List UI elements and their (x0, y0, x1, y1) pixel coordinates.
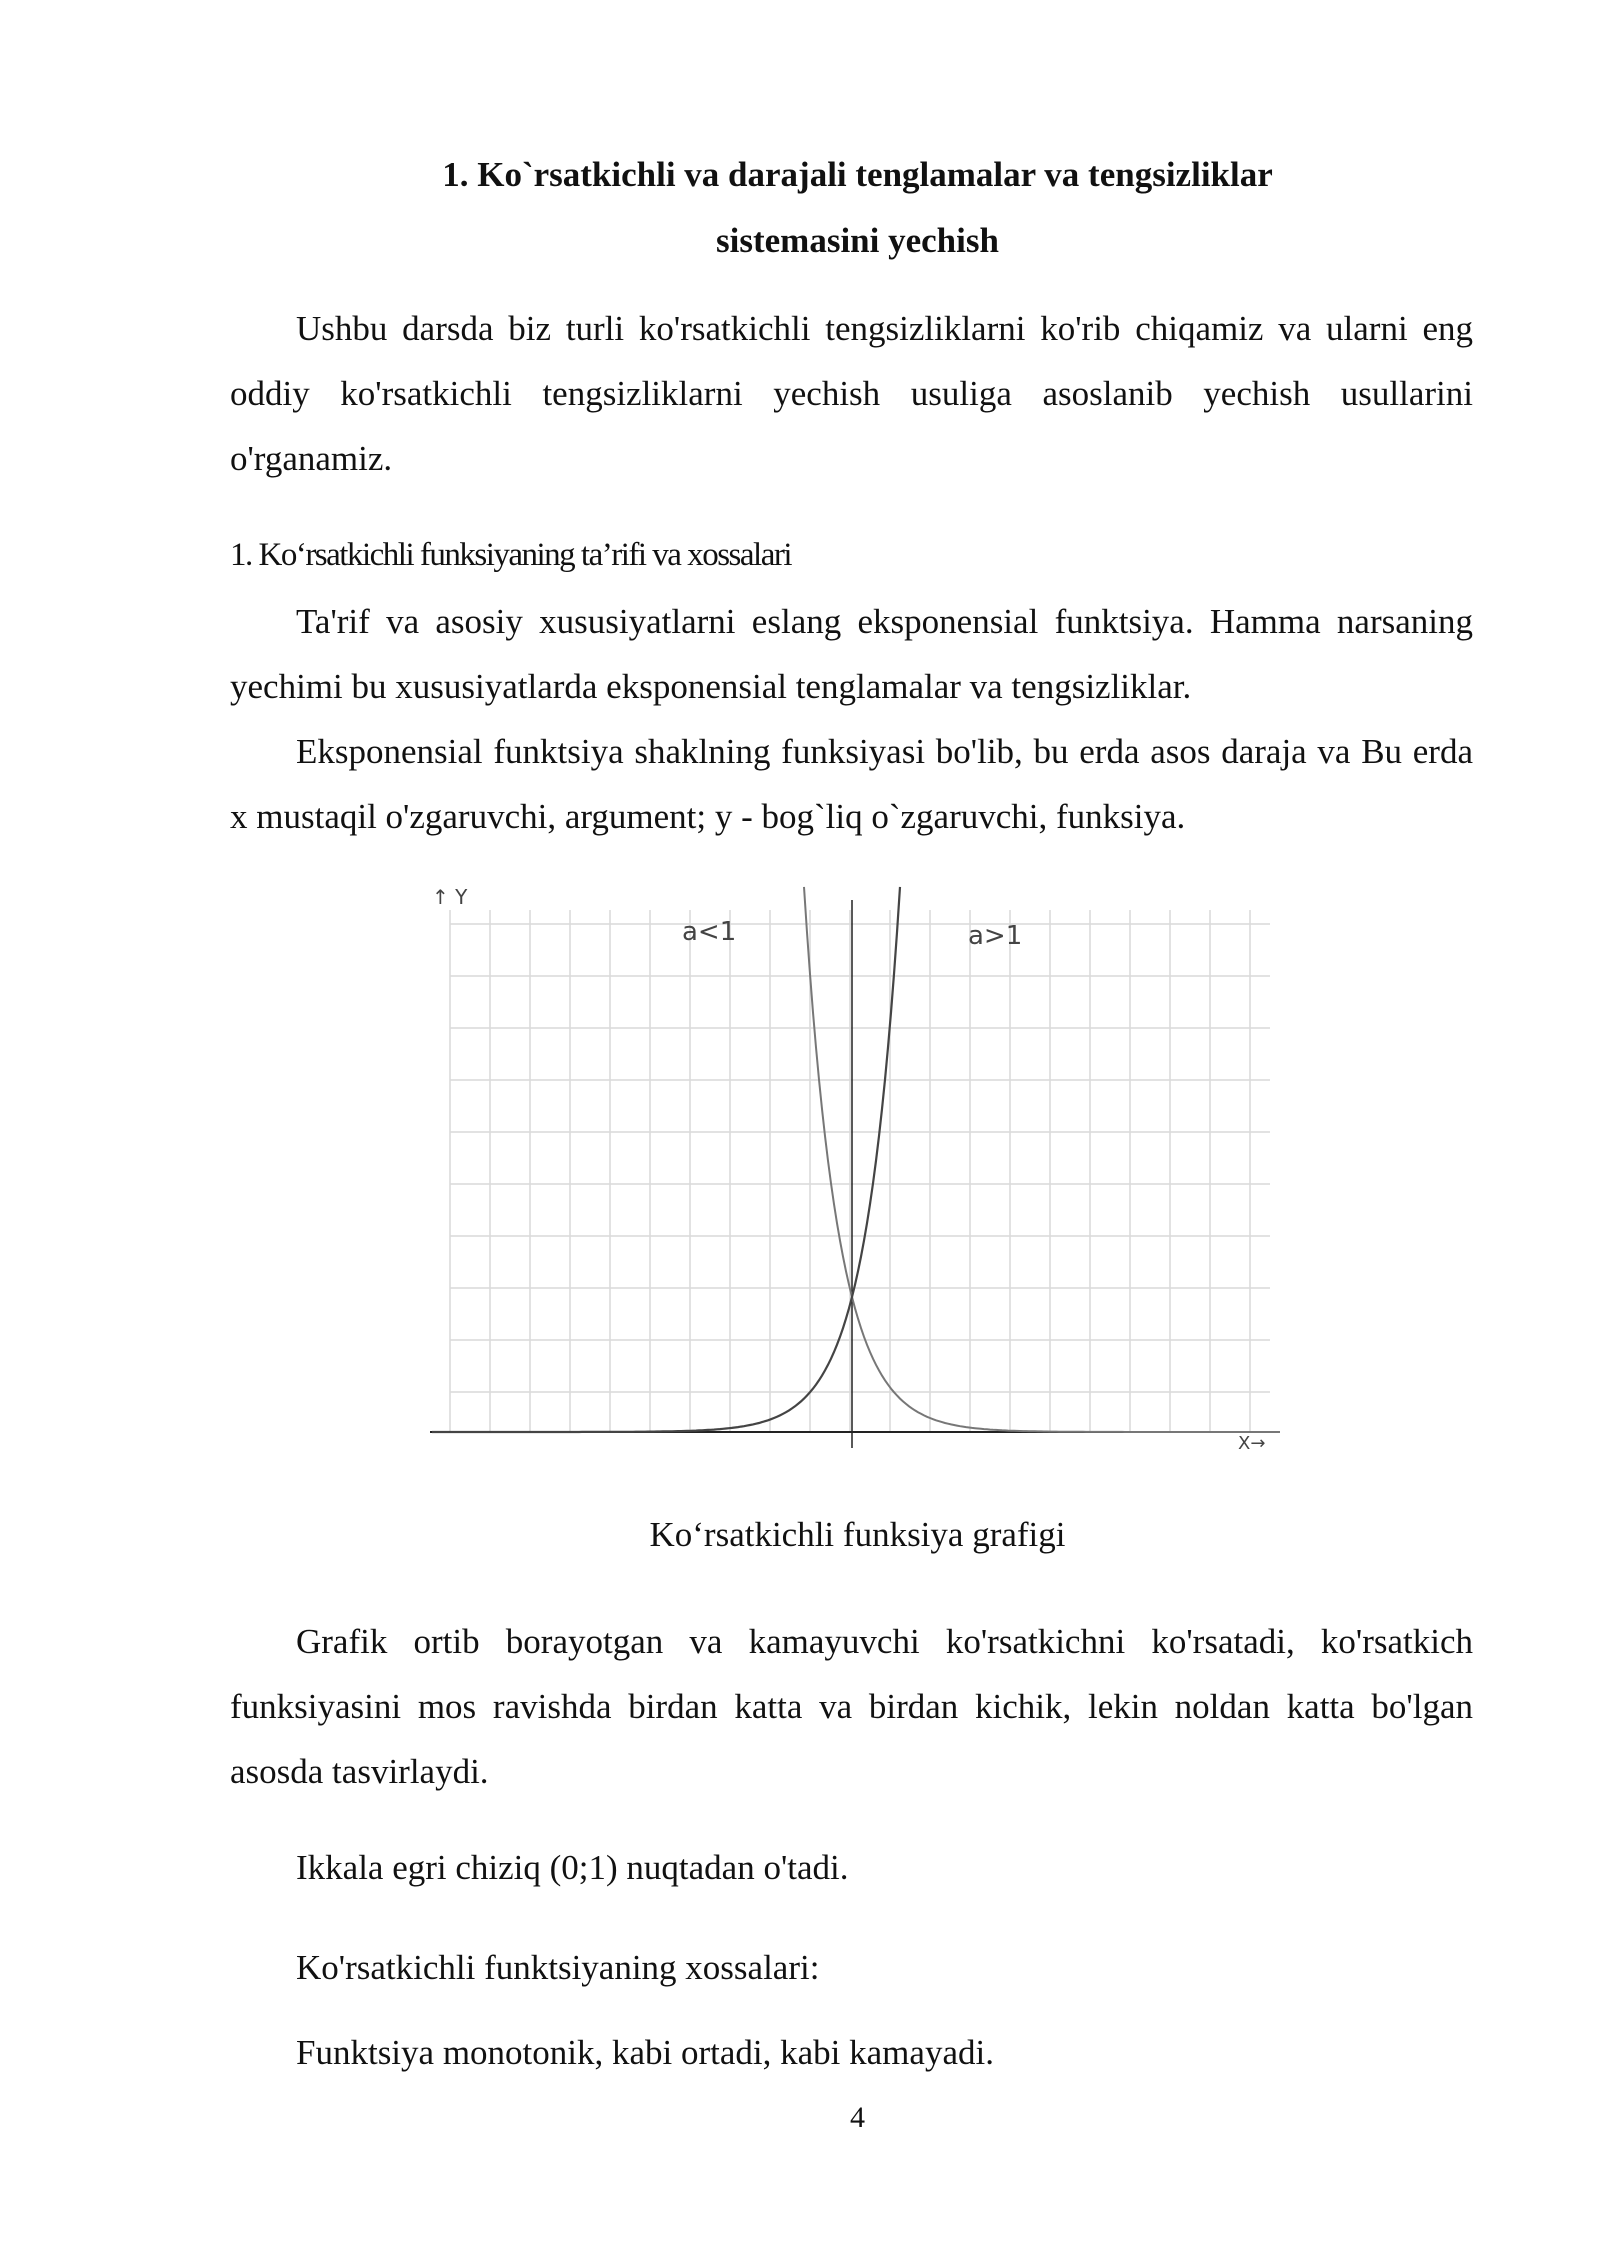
exponential-function-graph (420, 870, 1280, 1460)
series-label-a-greater-than-1: a>1 (968, 921, 1023, 951)
graph-grid (450, 910, 1270, 1432)
section-heading: 1. Ko‘rsatkichli funksiyaning ta’rifi va xossalari (230, 537, 792, 573)
figure-caption: Ko‘rsatkichli funksiya grafigi (649, 1515, 1066, 1554)
curve-a-greater-than-1 (432, 887, 900, 1432)
document-title-line-2: sistemasini yechish (716, 221, 999, 260)
function-paragraph: Eksponensial funktsiya shaklning funksiyasi bo'lib, bu erda asos daraja va Bu erda x mustaqil o'zgaruvchi, argument; y - bog`liq o`zgaruvchi, funksiya. (230, 732, 1473, 836)
document-title-line-1: 1. Ko`rsatkichli va darajali tenglamalar va tengsizliklar (442, 155, 1273, 194)
intro-paragraph: Ushbu darsda biz turli ko'rsatkichli tengsizliklarni ko'rib chiqamiz va ularni eng oddiy ko'rsatkichli tengsizliklarni yechish usuliga asoslanib yechish usullarini o'rganamiz. (230, 309, 1473, 478)
series-label-a-less-than-1: a<1 (682, 917, 737, 947)
graph-description-paragraph: Grafik ortib borayotgan va kamayuvchi ko'rsatkichni ko'rsatadi, ko'rsatkich funksiyasini mos ravishda birdan katta va birdan kichik, lekin noldan katta bo'lgan asosda tasvirlaydi. (230, 1622, 1473, 1791)
definition-paragraph: Ta'rif va asosiy xususiyatlarni eslang eksponensial funktsiya. Hamma narsaning yechimi bu xususiyatlarda eksponensial tenglamalar va tengsizliklar. (230, 602, 1473, 706)
intersection-point-paragraph: Ikkala egri chiziq (0;1) nuqtadan o'tadi. (296, 1848, 849, 1887)
y-axis-label: ↑ Y (432, 885, 468, 909)
monotonic-paragraph: Funktsiya monotonik, kabi ortadi, kabi kamayadi. (296, 2033, 994, 2072)
graph-axes (430, 900, 1280, 1448)
page-number: 4 (850, 2101, 865, 2134)
x-axis-label: X→ (1238, 1433, 1266, 1454)
properties-paragraph: Ko'rsatkichli funktsiyaning xossalari: (296, 1948, 820, 1987)
